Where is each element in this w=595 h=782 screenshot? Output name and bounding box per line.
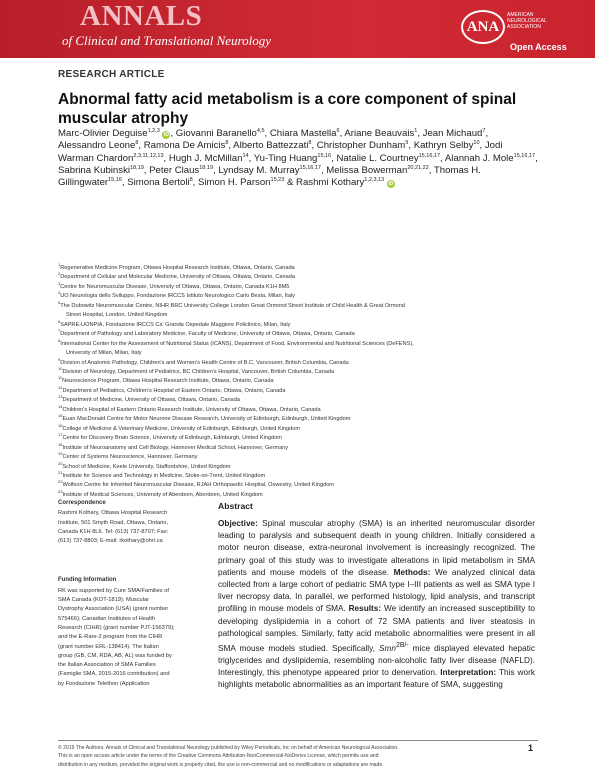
affiliation-text: Institute of Neuroanatomy and Cell Biology, Hannover Medical School, Hannover, Germany — [62, 444, 289, 451]
affiliation-item — [58, 472, 538, 481]
affiliation-text: Division of Anatomic Pathology, Children's and Women's Health Centre of B.C, Vancouver, British Columbia, Canada — [60, 359, 349, 366]
affiliation-item — [58, 273, 538, 282]
affiliation-item — [58, 422, 538, 434]
affiliation-item — [58, 415, 538, 424]
correspondence-text — [58, 509, 176, 546]
correspondence-line: (613) 737-8803; E-mail: rkothary@ohri.ca — [58, 538, 163, 545]
affiliation-number: 21 — [58, 470, 63, 476]
abstract-body: Objective: Spinal muscular atrophy (SMA) is an inherited neuromuscular disorder leading to paralysis and subsequent death in young children. Initially considered a motor neuron disease, extra-neuronal involvement is increasingly recognized. The primary goal of this study was to investigate alterations in lipid metabolism in SMA patients and mouse models of the disease. Methods: We analyzed clinical data collected from a large cohort of pediatric SMA type I–III patients as well as SMA type I liver necropsy data. In parallel, we performed histology, lipid analysis, and transcript profiling in mouse models of SMA. Results: We identify an increased susceptibility to developing dyslipidemia in a cohort of 72 SMA patients and liver steatosis in pathological samples. Similarly, fatty acid metabolic abnormalities were present in all SMA mouse models studied. Specifically, Smn$^{2B/-}$ mice displayed elevated hepatic triglycerides and dyslipidemia, resembling non-alcoholic fatty liver disease (NAFLD). Interestingly, this phenotype appeared prior to denervation. Interpretation: This work highlights metabolic abnormalities as an important feature of SMA, suggesting — [218, 519, 535, 690]
affiliation-text: UO Neurologia dello Sviluppo, Fondazione IRCCS Istituto Neurologico Carlo Besta, Milan, Italy — [60, 293, 295, 300]
correspondence-line: Rashmi Kothary, Ottawa Hospital Research — [58, 510, 168, 517]
affiliation-text: Department of Pediatrics, Children's Hospital of Eastern Ontario, Ottawa, Ontario, Canada — [62, 387, 286, 394]
funding-line: 575466); Canadian Institutes of Health — [58, 615, 156, 622]
funding-line: and the E-Rare-2 program from the CIHR — [58, 634, 163, 641]
open-access-label[interactable]: Open Access — [510, 42, 567, 52]
affiliation-text: The Dubowitz Neuromuscular Centre, NIHR BRC University College London Great Ormond Street Institute of Child Health & Great Ormond — [60, 302, 406, 309]
affiliation-number: 6 — [58, 318, 61, 324]
correspondence-heading: Correspondence — [58, 500, 106, 506]
affiliation-text: Centre for Neuromuscular Disease, University of Ottawa, Ottawa, Ontario, Canada K1H 8M5 — [60, 283, 290, 290]
affiliation-text: Department of Medicine, University of Ottawa, Ottawa, Ontario, Canada — [62, 397, 240, 404]
journal-header — [0, 0, 595, 58]
article-title: Abnormal fatty acid metabolism is a core component of spinal muscular atrophy — [58, 91, 517, 127]
affiliation-item — [58, 356, 538, 368]
affiliation-item — [58, 481, 538, 490]
association-line: AMERICAN — [507, 12, 534, 18]
affiliation-text: Centre for Discovery Brain Science, University of Edinburgh, Edinburgh, United Kingdom — [62, 435, 282, 442]
affiliation-item — [58, 330, 538, 339]
funding-line: SMA Canada (KOT-1819); Muscular — [58, 597, 150, 604]
affiliation-item — [58, 396, 538, 405]
affiliation-number: 14 — [58, 403, 63, 409]
affiliation-item — [58, 264, 538, 273]
funding-line: (grant number ERL-138414). The Italian — [58, 643, 159, 650]
affiliation-number: 15 — [58, 413, 63, 419]
affiliation-number: 5 — [58, 299, 61, 305]
association-line: NEUROLOGICAL — [507, 18, 547, 25]
affiliation-text: SAPRE-UONPIA, Fondazione IRCCS Ca' Granda Ospedale Maggiore Policlinico, Milan, Italy — [60, 321, 291, 328]
association-line: ASSOCIATION — [507, 24, 541, 31]
page-number: 1 — [528, 743, 534, 753]
orcid-icon[interactable]: iD — [163, 132, 169, 138]
funding-line: group (GB, CM, RDA, AB, AL) was funded by — [58, 652, 172, 659]
affiliation-item — [58, 299, 538, 311]
affiliation-text: Division of Neurology, Department of Pediatrics, BC Children's Hospital, Vancouver, British Columbia, Canada — [62, 368, 335, 375]
affiliation-text: Institute for Science and Technology in Medicine, Stoke-on-Trent, United Kingdom — [62, 472, 266, 479]
affiliation-item — [58, 377, 538, 386]
affiliation-text: College of Medicine & Veterinary Medicine, University of Edinburgh, Edinburgh, United Kingdom — [62, 425, 301, 432]
affiliation-item — [58, 283, 538, 292]
affiliation-continuation: University of Milan, Milan, Italy — [66, 350, 142, 357]
affiliation-number: 13 — [58, 394, 63, 400]
affiliation-number: 1 — [58, 262, 61, 268]
affiliation-text: Wolfson Centre for Inherited Neuromuscular Disease, RJAH Orthopaedic Hospital, Oswestry, United Kingdom — [62, 482, 334, 489]
sidebar — [58, 499, 176, 689]
affiliation-number: 7 — [58, 328, 61, 334]
affiliation-number: 20 — [58, 460, 63, 466]
affiliation-number: 19 — [58, 451, 63, 457]
author-list: Marc-Olivier Deguise$^{1,2,3}$ iD , Giovanni Baranello$^{4,5}$, Chiara Mastella$^6$, Ariane Beauvais$^1$, Jean Michaud$^7$, Alessandro Leone$^8$, Ramona De Amicis$^8$, Alberto Battezzati$^8$, Christopher Dunham$^9$, Kathryn Selby$^{10}$, Jodi Warman Chardon$^{2,3,11,12,13}$, Hugh J. McMillan$^{14}$, Yu-Ting Huang$^{15,16}$, Natalie L. Courtney$^{15,16,17}$, Alannah J. Mole$^{15,16,17}$, Sabrina Kubinski$^{18,19}$, Peter Claus$^{18,19}$, Lyndsay M. Murray$^{15,16,17}$, Melissa Bowerman$^{20,21,22}$, Thomas H. Gillingwater$^{15,16}$, Simona Bertoli$^8$, Simon H. Parson$^{15,23}$ & Rashmi Kothary$^{1,2,3,13}$ iD — [58, 127, 538, 189]
correspondence-line: Institute, 501 Smyth Road, Ottawa, Ontario, — [58, 519, 169, 526]
funding-line: RK was supported by Cure SMA/Families of — [58, 587, 169, 594]
affiliation-number: 3 — [58, 281, 61, 287]
license-line: distribution in any medium, provided the original work is properly cited, the use is non-commercial and no modifications or adaptations are made. — [58, 761, 384, 768]
journal-subtitle: of Clinical and Translational Neurology — [62, 33, 271, 48]
license-footer — [58, 744, 498, 769]
affiliation-item — [58, 368, 538, 377]
affiliation-item — [58, 460, 538, 472]
funding-line: Dystrophy Association (USA) (grant number — [58, 606, 169, 613]
affiliation-number: 4 — [58, 290, 61, 296]
article-type: RESEARCH ARTICLE — [58, 69, 165, 80]
affiliation-continuation: Street Hospital, London, United Kingdom — [66, 312, 168, 319]
footer-divider — [58, 740, 538, 741]
affiliation-number: 9 — [58, 356, 61, 362]
affiliation-text: Department of Pathology and Laboratory Medicine, Faculty of Medicine, University of Ottawa, Ottawa, Ontario, Canada — [60, 331, 355, 338]
affiliation-item — [58, 453, 538, 462]
affiliation-item — [58, 387, 538, 396]
license-line: © 2019 The Authors. Annals of Clinical and Translational Neurology published by Wiley Periodicals, Inc on behalf of American Neurological Association. — [58, 745, 399, 751]
license-line: This is an open access article under the terms of the Creative Commons Attribution-NonCommercial-NoDerivs License, which permits use and — [58, 753, 379, 760]
ana-logo: ANA — [461, 10, 505, 44]
affiliation-number: 23 — [58, 489, 63, 495]
affiliation-number: 11 — [58, 375, 63, 381]
funding-line: the Italian Association of SMA Families — [58, 662, 156, 669]
orcid-icon[interactable]: iD — [388, 181, 394, 188]
funding-line: by Fondazione Telethon (Application — [58, 680, 150, 687]
affiliation-text: Institute of Medical Sciences, University of Aberdeen, Aberdeen, United Kingdom — [62, 491, 263, 498]
affiliation-text: Regenerative Medicine Program, Ottawa Hospital Research Institute, Ottawa, Ontario, Canada — [60, 265, 295, 271]
affiliation-text: Children's Hospital of Eastern Ontario Research Institute, University of Ottawa, Ottawa, Ontario, Canada — [62, 406, 321, 413]
affiliation-text: International Center for the Assessment of Nutritional Status (ICANS), Department of Food, Environmental and Nutritional Sciences (DeFENS), — [60, 340, 414, 347]
affiliation-number: 12 — [58, 385, 63, 391]
correspondence-line: Canada K1H 8L6. Tel: (613) 737-8707; Fax: — [58, 528, 169, 535]
affiliation-number: 17 — [58, 432, 63, 438]
association-name — [507, 12, 587, 31]
affiliation-text: Department of Cellular and Molecular Medicine, University of Ottawa, Ottawa, Ontario, Canada — [60, 274, 295, 281]
affiliations-list — [58, 264, 538, 500]
affiliation-text: Euan MacDonald Centre for Motor Neurone Disease Research, University of Edinburgh, Edinburgh, United Kingdom — [62, 416, 351, 423]
affiliation-item — [58, 441, 538, 453]
affiliation-item — [58, 403, 538, 415]
affiliation-item — [58, 337, 538, 349]
affiliation-text: Neuroscience Program, Ottawa Hospital Research Institute, Ottawa, Ontario, Canada — [62, 378, 274, 385]
affiliation-number: 22 — [58, 479, 63, 485]
affiliation-text: Center of Systems Neuroscience, Hannover, Germany — [62, 454, 198, 461]
abstract-heading: Abstract — [218, 501, 253, 511]
affiliation-item — [58, 292, 538, 301]
affiliation-number: 10 — [58, 366, 63, 372]
funding-heading: Funding Information — [58, 577, 117, 584]
funding-text — [58, 587, 176, 689]
affiliation-item — [58, 318, 538, 330]
affiliation-number: 8 — [58, 337, 61, 343]
funding-line: Research (CIHR) (grant number PJT-156379); — [58, 624, 175, 631]
affiliation-number: 18 — [58, 441, 63, 447]
affiliation-number: 2 — [58, 271, 61, 277]
affiliation-number: 16 — [58, 422, 63, 428]
affiliation-item — [58, 434, 538, 443]
funding-line: (Famiglie SMA, 2015-2016 contribution) and — [58, 671, 170, 678]
affiliation-text: School of Medicine, Keele University, Staffordshire, United Kingdom — [62, 463, 231, 470]
journal-name: ANNALS — [80, 0, 203, 32]
